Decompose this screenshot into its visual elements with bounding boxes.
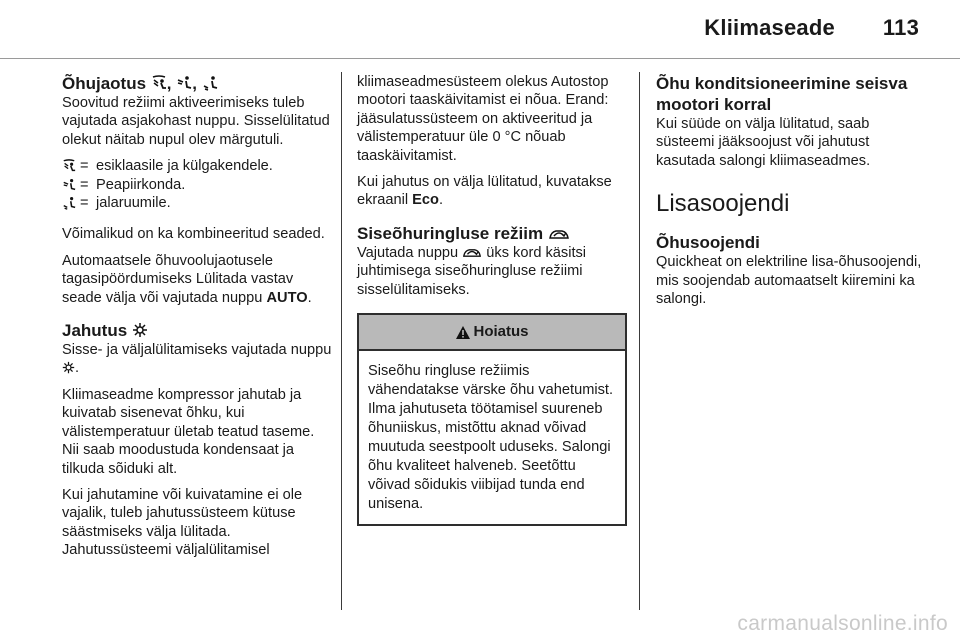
legend-text: esiklaasile ja külgakendele. (96, 158, 273, 175)
heading-air-distribution: Õhujaotus , , (62, 73, 332, 94)
warning-triangle-icon (455, 325, 471, 340)
heading-auxiliary-heater: Lisasoojendi (656, 190, 790, 218)
auto-paragraph: Automaatsele õhuvoolujaotusele tagasipöördumiseks Lülitada vastav seade välja või vajutada nuppu AUTO. (62, 252, 312, 306)
recirculation-text: Vajutada nuppu üks kord käsitsi juhtimisega siseõhuringluse režiimi sisselülitamiseks. (357, 244, 587, 298)
legend-eq: = (80, 195, 89, 212)
legend-text: Peapiirkonda. (96, 176, 186, 193)
recirculation-car-icon (548, 227, 570, 241)
warning-header (359, 315, 625, 351)
page-header (704, 15, 919, 41)
intro-text: Soovitud režiimi aktiveerimiseks tuleb vajutada asjakohast nuppu. Sisselülitatud olekut näitab nupul olev märgutuli. (62, 95, 330, 148)
legend-text: jalaruumile. (96, 195, 171, 212)
head-air-icon (176, 75, 192, 91)
page-number: 113 (882, 15, 919, 40)
legend-eq: = (80, 158, 89, 175)
auto-label: AUTO (266, 289, 308, 306)
cooling-off-text: Kui jahutamine või kuivatamine ei ole vajalik, tuleb jahutussüsteem kütuse säästmiseks välja lülitada. Jahutussüsteemi väljalülitamisel (62, 486, 303, 559)
windscreen-air-icon (151, 75, 167, 91)
combos-text: Võimalikud on ka kombineeritud seaded. (62, 226, 325, 243)
eco-text: Kui jahutus on välja lülitatud, kuvatakse ekraanil Eco. (357, 174, 612, 209)
ac-engine-off-text: Kui süüde on välja lülitatud, saab süsteemi jääksoojust või jahutust kasutada salongi kliimaseadmes. (656, 116, 871, 169)
head-air-icon (62, 178, 76, 192)
column-divider-1 (341, 72, 342, 610)
autostop-text: kliimaseadmesüsteem olekus Autostop mootori taaskäivitamist ei nõua. Erand: jääsulatussüsteem on aktiveeritud ja välistemperatuur üle 0 °C nõuab taaskäivitamist. (357, 74, 609, 164)
heading-ac-engine-off: Õhu konditsioneerimine seisva mootori korral (656, 74, 908, 114)
cooling-toggle-text: Sisse- ja väljalülitamiseks vajutada nuppu . (62, 342, 332, 377)
eco-label: Eco (412, 192, 439, 209)
watermark: carmanualsonline.info (737, 612, 948, 635)
icon-legend (62, 157, 332, 212)
snowflake-ac-icon (62, 361, 75, 374)
column-3 (656, 73, 926, 308)
snowflake-ac-icon (132, 322, 148, 338)
header-rule (0, 58, 960, 59)
heading-recirculation: Siseõhuringluse režiim (357, 223, 627, 244)
legend-eq: = (80, 176, 89, 193)
recirculation-car-icon (462, 246, 482, 259)
footwell-air-icon (202, 75, 218, 91)
chapter-title: Kliimaseade (704, 15, 835, 40)
column-divider-2 (639, 72, 640, 610)
warning-box (357, 313, 627, 526)
warning-title: Hoiatus (473, 322, 529, 340)
heading-air-heater: Õhusoojendi (656, 233, 760, 253)
footwell-air-icon (62, 196, 76, 210)
column-1 (62, 73, 332, 560)
warning-body: Siseõhu ringluse režiimis vähendatakse värske õhu vahetumist. Ilma jahutuseta töötamisel suureneb õhuniiskus, mistõttu aknad võivad muutuda seestpoolt uduseks. Salongi õhu kvaliteet halveneb. Seetõttu võivad sõidukis viibijad tunda end unisena. (368, 363, 613, 513)
air-heater-text: Quickheat on elektriline lisa-õhusoojendi, mis soojendab automaatselt kiiremini ka salongi. (656, 254, 922, 308)
heading-cooling: Jahutus (62, 320, 332, 341)
column-2 (357, 73, 627, 526)
windscreen-air-icon (62, 159, 76, 173)
cooling-compressor-text: Kliimaseadme kompressor jahutab ja kuivatab sisenevat õhku, kui välistemperatuur ületab teatud taseme. Nii saab moodustuda kondensaat ja tilkuda sõiduki alt. (62, 386, 315, 477)
